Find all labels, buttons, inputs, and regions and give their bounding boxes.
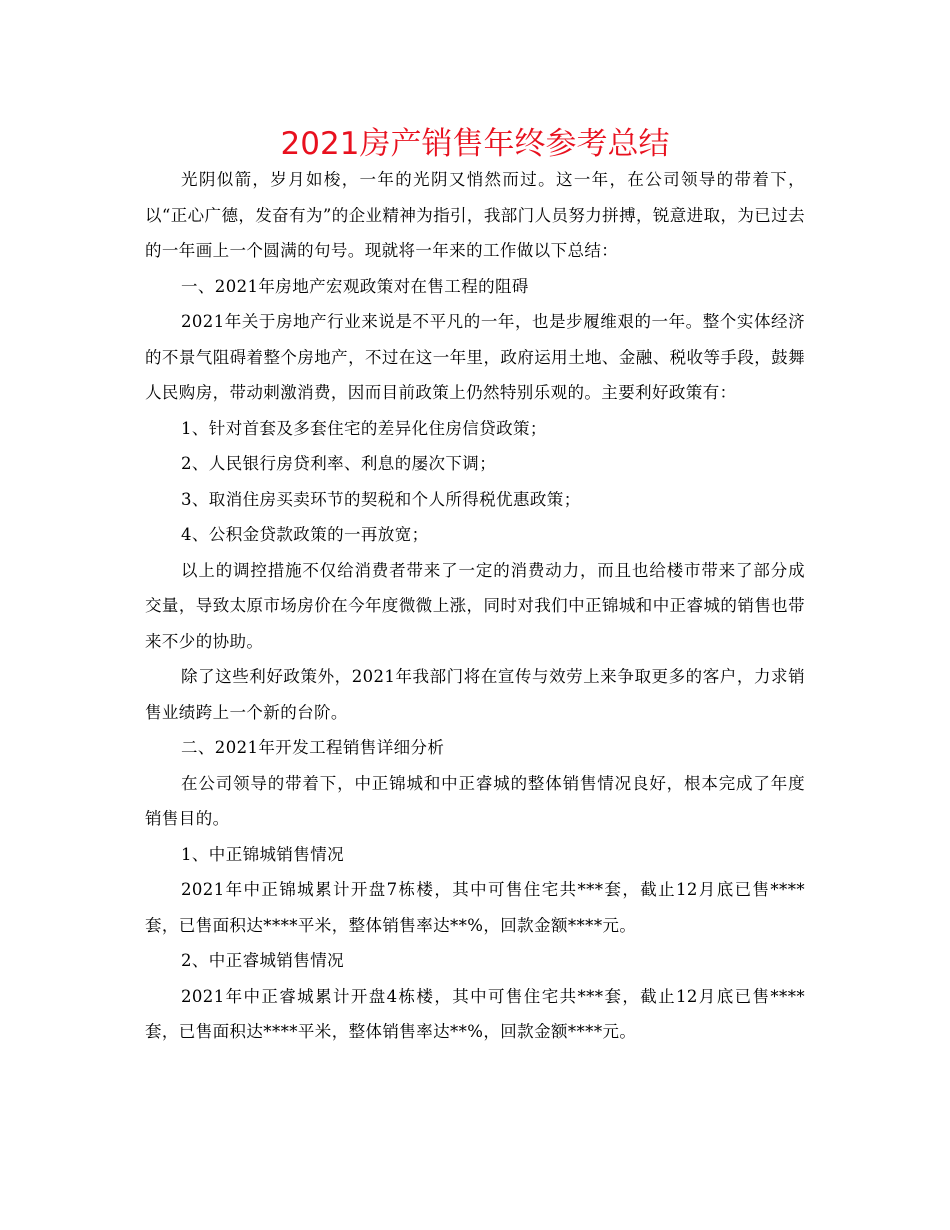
- subheading-ruicheng: 2、中正睿城销售情况: [181, 951, 344, 970]
- paragraph-jincheng-sales: 2021年中正锦城累计开盘7栋楼，其中可售住宅共***套，截止12月底已售****套，已售面积达****平米，整体销售率达**%，回款金额****元。: [145, 880, 805, 935]
- paragraph-overview: 在公司领导的带着下，中正锦城和中正睿城的整体销售情况良好，根本完成了年度销售目的。: [145, 773, 805, 828]
- paragraph-intro: 光阴似箭，岁月如梭，一年的光阴又悄然而过。这一年，在公司领导的带着下，以“正心广德，发奋有为”的企业精神为指引，我部门人员努力拼搏，锐意进取，为已过去的一年画上一个圆满的句号。现就将一年来的工作做以下总结：: [145, 170, 805, 260]
- document-body: [145, 162, 805, 1050]
- list-item: 2、人民银行房贷利率、利息的屡次下调；: [181, 454, 497, 473]
- paragraph-ruicheng-sales: 2021年中正睿城累计开盘4栋楼，其中可售住宅共***套，截止12月底已售****套，已售面积达****平米，整体销售率达**%，回款金额****元。: [145, 986, 805, 1041]
- paragraph-effects: 以上的调控措施不仅给消费者带来了一定的消费动力，而且也给楼市带来了部分成交量，导致太原市场房价在今年度微微上涨，同时对我们中正锦城和中正睿城的销售也带来不少的协助。: [145, 560, 805, 651]
- paragraph-plan: 除了这些利好政策外，2021年我部门将在宣传与效劳上来争取更多的客户，力求销售业绩跨上一个新的台阶。: [145, 667, 805, 722]
- list-item: 1、针对首套及多套住宅的差异化住房信贷政策；: [181, 418, 547, 438]
- subheading-jincheng: 1、中正锦城销售情况: [181, 844, 344, 864]
- list-item: 4、公积金贷款政策的一再放宽；: [181, 525, 429, 544]
- section-heading-1: 一、2021年房地产宏观政策对在售工程的阻碍: [181, 276, 529, 296]
- paragraph-policy: 2021年关于房地产行业来说是不平凡的一年，也是步履维艰的一年。整个实体经济的不景气阻碍着整个房地产，不过在这一年里，政府运用土地、金融、税收等手段，鼓舞人民购房，带动刺激消费，因而目前政策上仍然特别乐观的。主要利好政策有：: [145, 312, 805, 402]
- section-heading-2: 二、2021年开发工程销售详细分析: [181, 738, 445, 757]
- list-item: 3、取消住房买卖环节的契税和个人所得税优惠政策；: [181, 489, 581, 509]
- document-title: 2021房产销售年终参考总结: [280, 126, 670, 162]
